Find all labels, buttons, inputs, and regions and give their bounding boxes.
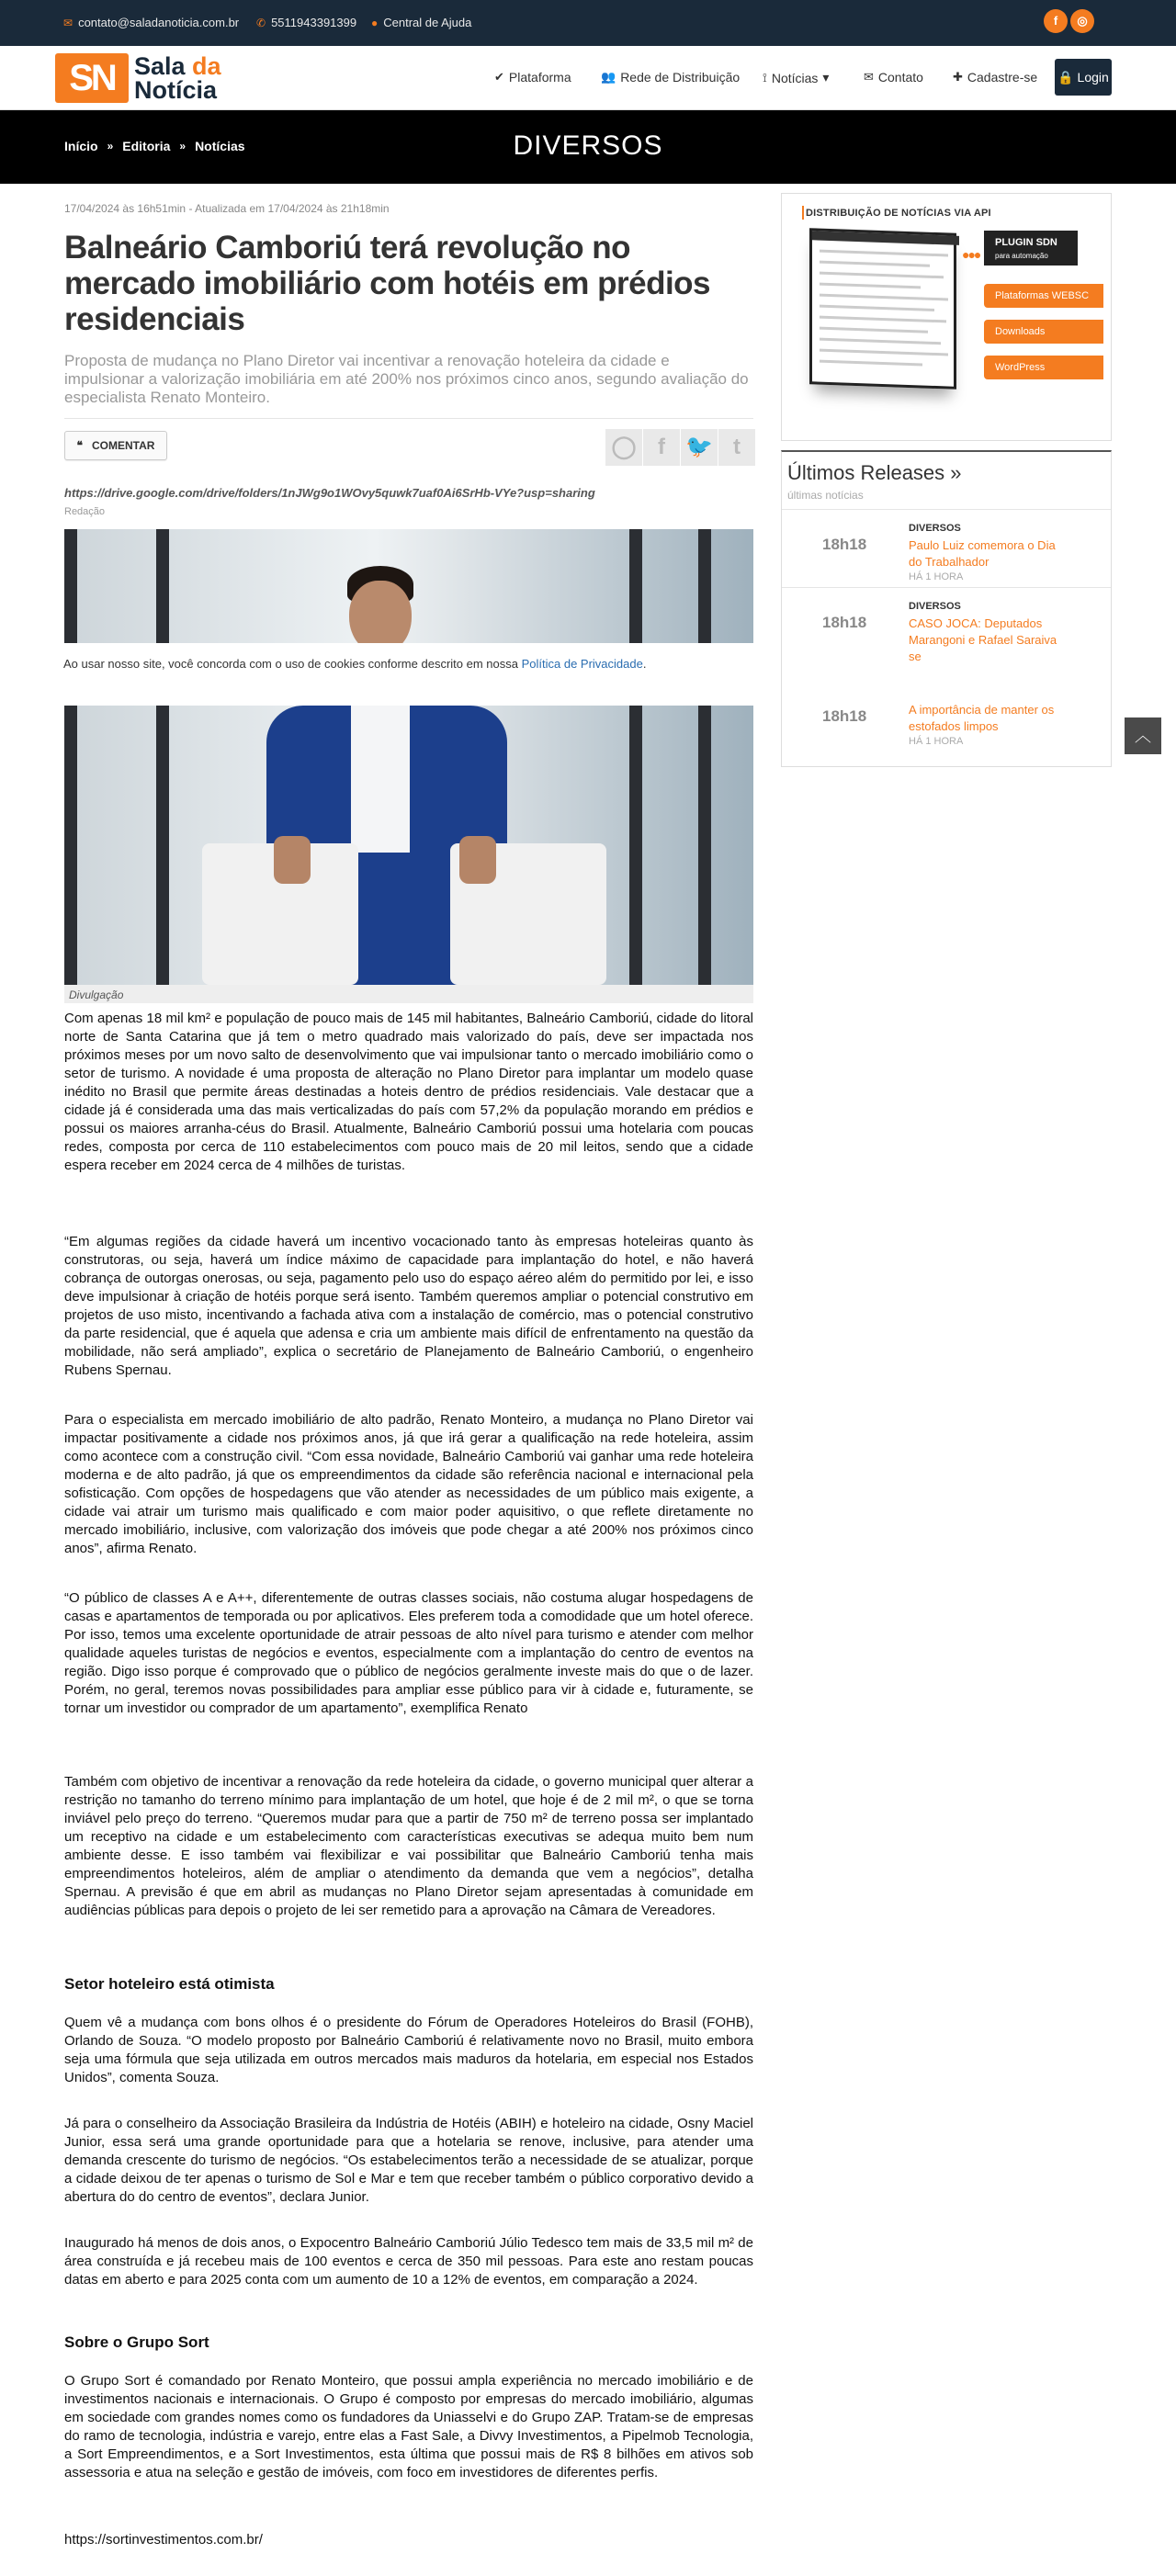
chat-icon: ● bbox=[371, 16, 379, 29]
ad-dots: ●●● bbox=[962, 247, 980, 262]
logo-word-noticia: Notícia bbox=[134, 76, 218, 104]
nav-rede-label: Rede de Distribuição bbox=[620, 70, 741, 85]
releases-subtitle: últimas notícias bbox=[787, 489, 864, 502]
nav-contato[interactable] bbox=[864, 70, 923, 85]
ad-pill-plataformas[interactable]: Plataformas WEBSC bbox=[984, 284, 1103, 308]
facebook-icon[interactable]: f bbox=[643, 429, 680, 466]
breadcrumb-noticias[interactable]: Notícias bbox=[195, 139, 245, 153]
article-meta: 17/04/2024 às 16h51min - Atualizada em 17/04/2024 às 21h18min bbox=[64, 202, 390, 215]
article-paragraph: Com apenas 18 mil km² e população de pouco mais de 145 mil habitantes, Balneário Camboriú, cidade do litoral norte de Santa Catarina que já tem o metro quadrado mais valorizado do país, deve ser impactada nos próximos meses por um novo salto de desenvolvimento que vai impulsionar tanto o mercado imobiliário como o setor de turismo. A novidade é uma proposta de alteração no Plano Diretor para implantar um modelo quase inédito no Brasil que permite áreas destinadas a hoteis dentro de prédios residenciais. Vale destacar que a cidade já é considerada uma das mais verticalizadas do país com 57,2% da população morando em prédios e possui os maiores arranha-céus do Brasil. Atualmente, Balneário Camboriú possui uma hotelaria com poucas redes, composta por cerca de 110 estabelecimentos com pouco mais de 20 mil leitos, sendo que a cidade espera receber em 2024 cerca de 4 milhões de turistas. bbox=[64, 1011, 753, 1173]
logo-wordmark bbox=[134, 54, 221, 102]
login-label: Login bbox=[1077, 70, 1109, 85]
users-icon: 👥 bbox=[601, 70, 616, 84]
article-paragraph: Quem vê a mudança com bons olhos é o presidente do Fórum de Operadores Hoteleiros do Brasil (FOHB), Orlando de Souza. “O modelo proposto por Balneário Camboriú é relativamente novo no Brasil, muito embora seja uma fórmula que seja utilizada em outros mercados mais maduros da hotelaria, em especial nos Estados Unidos”, comenta Souza. bbox=[64, 2015, 753, 2085]
chevron-right-icon: » bbox=[107, 140, 114, 153]
ad-plugin-badge bbox=[984, 231, 1078, 266]
article-paragraph: Inaugurado há menos de dois anos, o Expocentro Balneário Camboriú Júlio Tedesco tem mais de 33,5 mil m² de área construída e já recebeu mais de 100 eventos e cerca de 350 mil pessoas. Para este ano restam poucas datas em aberto e para 2025 conta com um aumento de 10 a 12% de eventos, em comparação a 2024. bbox=[64, 2235, 753, 2288]
ad-title: DISTRIBUIÇÃO DE NOTÍCIAS VIA API bbox=[806, 208, 991, 219]
article-photo-top bbox=[64, 529, 753, 643]
help-center-text: Central de Ajuda bbox=[383, 16, 472, 29]
article-paragraph: “O público de classes A e A++, diferentemente de outras classes sociais, não costuma alugar hospedagens de casas e apartamentos de temporada ou por aplicativos. Eles preferem toda a comodidade que um hotel oferece. Por isso, temos uma excelente oportunidade de atrair pessoas de alto nível para turismo e atender com melhor qualidade aqueles turistas de negócios e eventos, especialmente com a implantação do centro de eventos na região. Digo isso porque é comprovado que o público de negócios geralmente investe mais do que o de lazer. Porém, no geral, teremos novas possibilidades para ampliar esse público para vir à cidade e, futuramente, se tornar um investidor ou comprador de um apartamento”, exemplifica Renato bbox=[64, 1590, 753, 1716]
cookie-message: Ao usar nosso site, você concorda com o uso de cookies conforme descrito em nossa bbox=[63, 657, 522, 671]
nav-cadastre-label: Cadastre-se bbox=[967, 70, 1038, 85]
nav-cadastre-se[interactable] bbox=[953, 70, 1037, 85]
cookie-text bbox=[63, 657, 646, 671]
nav-plataforma[interactable] bbox=[494, 70, 571, 85]
twitter-icon[interactable]: 🐦 bbox=[681, 429, 718, 466]
photo-hand-right bbox=[459, 836, 496, 884]
release-headline[interactable]: CASO JOCA: Deputados Marangoni e Rafael Saraiva se bbox=[909, 616, 1057, 663]
section-heading: Sobre o Grupo Sort bbox=[64, 2333, 209, 2351]
envelope-icon: ✉ bbox=[63, 16, 74, 29]
ad-screenshot-row bbox=[820, 338, 941, 345]
ad-screenshot-row bbox=[820, 250, 948, 257]
article-credit: Redação bbox=[64, 506, 106, 517]
breadcrumb-inicio[interactable]: Início bbox=[64, 139, 98, 153]
comment-button[interactable] bbox=[64, 431, 167, 460]
ad-screenshot bbox=[809, 228, 956, 390]
article-paragraph: Também com objetivo de incentivar a renovação da rede hoteleira da cidade, o governo municipal quer alterar a restrição no tamanho do terreno mínimo para implantação de um hotel, que hoje é de 2 mil m², o que se torna inviável pelo preço do terreno. “Queremos mudar para que a partir de 750 m² de terreno possa ser implantado um receptivo na cidade e um estabelecimento com características executivas se adequa muito bem num ambiente desse. E isso também vai flexibilizar e vai possibilitar que Balneário Camboriú tenha mais empreendimentos hoteleiros, além de ampliar o atendimento da demanda que vem a negócios”, detalha Spernau. A previsão é que em abril as mudanças no Plano Diretor sejam apresentadas à comunidade em audiências públicas para depois o projeto de lei ser remetido para a aprovação na Câmara de Vereadores. bbox=[64, 1774, 753, 1918]
login-button[interactable] bbox=[1055, 59, 1112, 96]
contact-phone-text: 5511943391399 bbox=[271, 16, 357, 29]
comment-label: COMENTAR bbox=[92, 439, 155, 452]
ad-screenshot-bar bbox=[812, 231, 959, 245]
chevron-down-icon: ▾ bbox=[822, 70, 830, 85]
window-frame bbox=[64, 529, 77, 643]
ad-pill-downloads[interactable]: Downloads bbox=[984, 320, 1103, 344]
section-header-band bbox=[0, 110, 1176, 184]
cookie-end: . bbox=[642, 657, 647, 671]
chevron-right-icon: » bbox=[179, 140, 187, 153]
phone-icon: ✆ bbox=[256, 16, 266, 29]
latest-releases-panel bbox=[781, 450, 1112, 767]
nav-noticias-dropdown[interactable] bbox=[763, 70, 829, 85]
logo-mark: SN bbox=[55, 53, 129, 103]
comment-icon: ❝ bbox=[76, 439, 84, 452]
nav-noticias-label: Notícias bbox=[771, 70, 819, 85]
list-item[interactable] bbox=[782, 509, 1111, 587]
photo-head bbox=[349, 581, 412, 643]
tumblr-icon[interactable]: t bbox=[718, 429, 755, 466]
help-center-link[interactable] bbox=[371, 16, 471, 29]
ad-pill-wordpress[interactable]: WordPress bbox=[984, 356, 1103, 379]
section-heading: Setor hoteleiro está otimista bbox=[64, 1975, 275, 1993]
article-title: Balneário Camboriú terá revolução no mercado imobiliário com hotéis em prédios residenciais bbox=[64, 230, 711, 337]
instagram-icon[interactable]: ◎ bbox=[1070, 9, 1094, 33]
ad-accent-bar bbox=[802, 206, 804, 220]
window-frame bbox=[698, 706, 711, 985]
list-item[interactable] bbox=[782, 682, 1111, 760]
article-paragraph: O Grupo Sort é comandado por Renato Monteiro, que possui ampla experiência no mercado imobiliário e de investimentos nacionais e internacionais. O Grupo é composto por empresas do mercado imobiliário, algumas em sociedade com grandes nomes como os fundadores da Uniasselvi e do Grupo ZAP. Tratam-se de empresas do ramo de tecnologia, indústria e varejo, entre elas a Fast Sale, a Divvy Investimentos, a Pipelmob Tecnologia, a Sort Empreendimentos, e a Sort Investimentos, esta última que possui mais de R$ 8 bilhões em ativos sob assessoria e atua na seleção e gestão de imóveis, com foco em investidores de diferentes perfis. bbox=[64, 2373, 753, 2480]
nav-contato-label: Contato bbox=[877, 70, 923, 85]
privacy-policy-link[interactable]: Política de Privacidade bbox=[521, 657, 643, 671]
ad-screenshot-row bbox=[820, 349, 948, 356]
window-frame bbox=[629, 706, 642, 985]
ad-screenshot-row bbox=[820, 261, 930, 267]
whatsapp-icon[interactable]: ◯ bbox=[605, 429, 642, 466]
article-subtitle: Proposta de mudança no Plano Diretor vai incentivar a renovação hoteleira da cidade e impulsionar a valorização imobiliária em até 200% nos próximos cinco anos, segundo avaliação do especialista Renato Monteiro. bbox=[64, 352, 749, 406]
photo-hand-left bbox=[274, 836, 311, 884]
photo-shirt bbox=[351, 706, 410, 853]
contact-phone[interactable] bbox=[256, 16, 356, 29]
release-headline[interactable]: Paulo Luiz comemora o Dia do Trabalhador bbox=[909, 538, 1056, 569]
drive-link[interactable]: https://drive.google.com/drive/folders/1nJWg9o1WOvy5quwk7uaf0Ai6SrHb-VYe?usp=sharing bbox=[64, 486, 595, 500]
nav-rede-distribuicao[interactable] bbox=[601, 70, 740, 85]
ad-screenshot-row bbox=[820, 305, 934, 311]
article-paragraph: Para o especialista em mercado imobiliário de alto padrão, Renato Monteiro, a mudança no Plano Diretor vai impactar positivamente a cidade nos próximos anos, já que irá gerar a qualificação na rede hoteleira, assim como acontece com a construção civil. “Com essa novidade, Balneário Camboriú vai ganhar uma rede hoteleira moderna e de alto padrão, já que os empreendimentos da cidade são referência nacional e internacional pela sofisticação. Com opções de hospedagens que vão atender as necessidades de um público mais exigente, a cidade vai atrair um turismo mais qualificado e com maior poder aquisitivo, o que reflete diretamente no mercado imobiliário, inclusive, com valorização dos imóveis que pode chegar a até 200% nos próximos cinco anos”, afirma Renato. bbox=[64, 1412, 753, 1556]
release-category: DIVERSOS bbox=[909, 523, 961, 534]
plus-icon: ✚ bbox=[953, 70, 963, 84]
lock-icon: 🔒 bbox=[1057, 70, 1074, 85]
window-frame bbox=[156, 529, 169, 643]
release-time: 18h18 bbox=[822, 707, 867, 725]
ad-screenshot-row bbox=[820, 272, 944, 279]
ad-screenshot-row bbox=[820, 283, 921, 289]
article-paragraph: “Em algumas regiões da cidade haverá um incentivo vocacionado tanto às empresas hoteleiras quanto às construtoras, ou seja, haverá um índice máximo de capacidade para implantação do hotel, e não haverá cobrança de outorgas onerosas, ou seja, pagamento pelo uso do espaço aéreo além do permitido por lei, e isso deve impulsionar à criação de hotéis porque será isento. Também queremos ampliar o potencial construtivo em projetos de uso misto, incentivando a fachada ativa com a instalação de comércio, mas o potencial construtivo da parte residencial, que é aquela que adensa e cria um ambiente mais difícil de enfrentamento na questão da mobilidade, não será ampliado”, explica o secretário de Planejamento de Balneário Camboriú, o engenheiro Rubens Spernau. bbox=[64, 1234, 753, 1378]
nav-plataforma-label: Plataforma bbox=[508, 70, 571, 85]
back-to-top-button[interactable]: ︿ bbox=[1125, 717, 1161, 754]
sort-investimentos-link[interactable]: https://sortinvestimentos.com.br/ bbox=[64, 2532, 263, 2548]
list-item[interactable] bbox=[782, 587, 1111, 665]
release-category: DIVERSOS bbox=[909, 601, 961, 612]
ad-screenshot-row bbox=[820, 316, 946, 323]
release-age: HÁ 1 HORA bbox=[909, 571, 964, 582]
window-frame bbox=[698, 529, 711, 643]
article-paragraph: Já para o conselheiro da Associação Brasileira da Indústria de Hotéis (ABIH) e hoteleiro na cidade, Osny Maciel Junior, essa será uma grande oportunidade para que a hotelaria se renove, inclusive, para atender uma demanda crescente do turismo de negócios. “Os estabelecimentos terão a necessidade de se atualizar, porque a cidade deixou de ter apenas o turismo de Sol e Mar e tem que receber também o público corporativo devido a abertura do do centro de eventos”, declara Junior. bbox=[64, 2116, 753, 2205]
window-frame bbox=[156, 706, 169, 985]
main-navbar bbox=[0, 46, 1176, 110]
contact-email-text: contato@saladanoticia.com.br bbox=[78, 16, 240, 29]
ad-screenshot-row bbox=[820, 360, 922, 367]
facebook-icon[interactable]: f bbox=[1044, 9, 1068, 33]
section-title: DIVERSOS bbox=[513, 130, 663, 161]
window-frame bbox=[629, 529, 642, 643]
site-logo[interactable] bbox=[55, 53, 221, 103]
contact-email[interactable] bbox=[63, 16, 239, 29]
check-icon: ✔ bbox=[494, 70, 504, 84]
api-distribution-ad[interactable] bbox=[781, 193, 1112, 441]
releases-title[interactable]: Últimos Releases » bbox=[787, 461, 962, 484]
release-headline[interactable]: A importância de manter os estofados limpos bbox=[909, 703, 1055, 733]
release-time: 18h18 bbox=[822, 536, 867, 553]
breadcrumb-editoria[interactable]: Editoria bbox=[122, 139, 171, 153]
window-frame bbox=[64, 706, 77, 985]
envelope-icon: ✉ bbox=[864, 70, 874, 84]
article-photo bbox=[64, 706, 753, 985]
logo-word-da: da bbox=[192, 52, 221, 80]
photo-caption: Divulgação bbox=[64, 985, 753, 1003]
logo-word-sala: Sala bbox=[134, 52, 193, 80]
ad-screenshot-row bbox=[820, 294, 948, 301]
rss-icon: ⟟ bbox=[763, 70, 767, 85]
release-age: HÁ 1 HORA bbox=[909, 736, 964, 747]
release-time: 18h18 bbox=[822, 614, 867, 631]
divider bbox=[64, 418, 753, 419]
ad-screenshot-row bbox=[820, 327, 928, 333]
ad-plugin-title: PLUGIN SDN bbox=[995, 237, 1057, 248]
ad-plugin-subtitle: para automação bbox=[995, 252, 1048, 260]
top-bar bbox=[0, 0, 1176, 46]
